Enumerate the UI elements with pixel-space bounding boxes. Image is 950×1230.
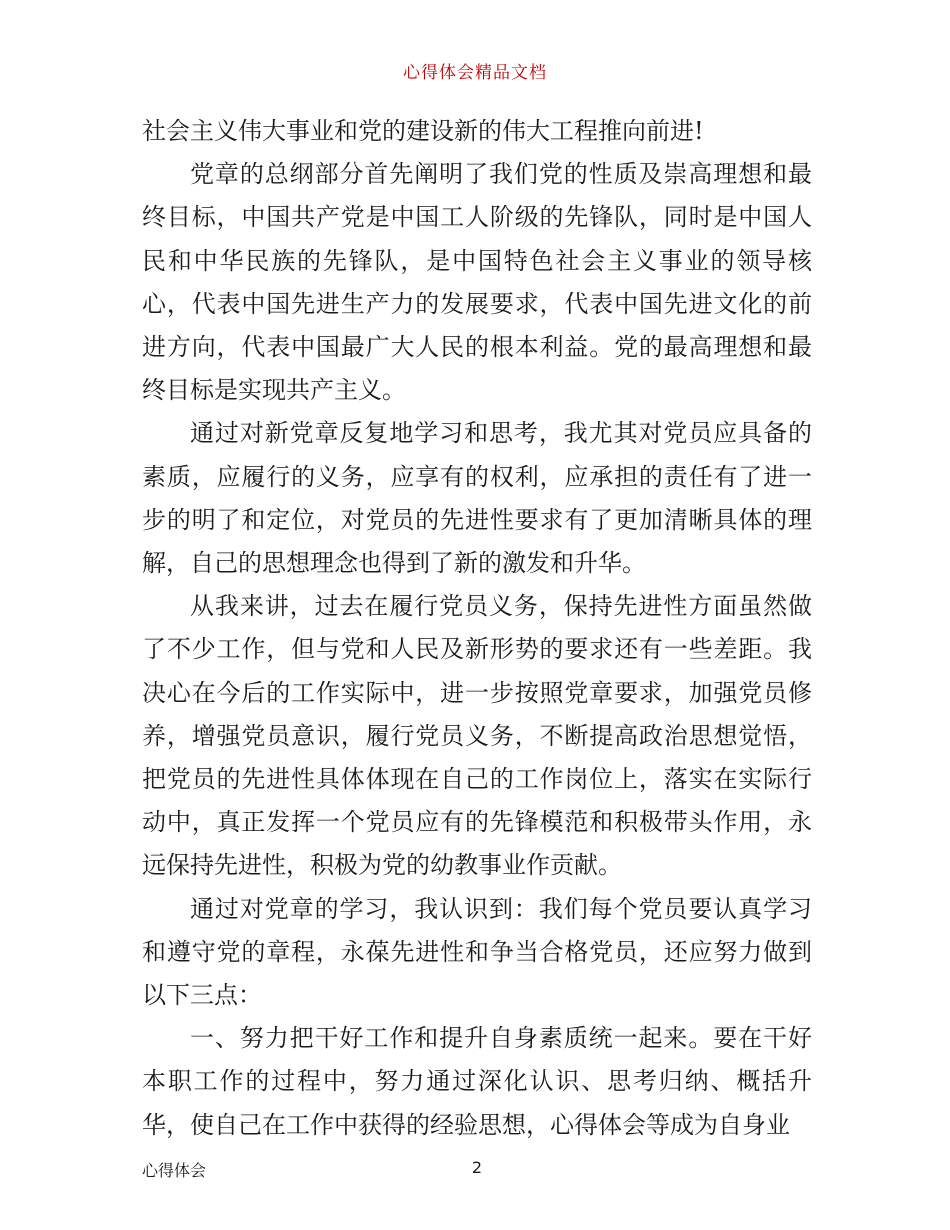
- paragraph: 通过对党章的学习，我认识到：我们每个党员要认真学习和遵守党的章程，永葆先进性和争当合格党员，还应努力做到以下三点：: [142, 894, 812, 1010]
- page-header-title: 心得体会精品文档: [403, 63, 547, 83]
- document-body: [142, 110, 812, 1147]
- page-number: 2: [471, 1158, 483, 1177]
- footer-label: 心得体会: [142, 1161, 207, 1180]
- paragraph: 通过对新党章反复地学习和思考，我尤其对党员应具备的素质，应履行的义务，应享有的权利，应承担的责任有了进一步的明了和定位，对党员的先进性要求有了更加清晰具体的理解，自己的思想理念也得到了新的激发和升华。: [142, 419, 812, 578]
- paragraph: 一、努力把干好工作和提升自身素质统一起来。要在干好本职工作的过程中，努力通过深化认识、思考归纳、概括升华，使自己在工作中获得的经验思想，心得体会等成为自身业: [142, 1024, 812, 1139]
- paragraph: 党章的总纲部分首先阐明了我们党的性质及崇高理想和最终目标，中国共产党是中国工人阶级的先锋队，同时是中国人民和中华民族的先锋队，是中国特色社会主义事业的领导核心，代表中国先进生产力的发展要求，代表中国先进文化的前进方向，代表中国最广大人民的根本利益。党的最高理想和最终目标是实现共产主义。: [142, 160, 812, 405]
- paragraph: 从我来讲，过去在履行党员义务，保持先进性方面虽然做了不少工作，但与党和人民及新形势的要求还有一些差距。我决心在今后的工作实际中，进一步按照党章要求，加强党员修养，增强党员意识，履行党员义务，不断提高政治思想觉悟，把党员的先进性具体体现在自己的工作岗位上，落实在实际行动中，真正发挥一个党员应有的先锋模范和积极带头作用，永远保持先进性，积极为党的幼教事业作贡献。: [142, 592, 812, 880]
- paragraph-continuation: 社会主义伟大事业和党的建设新的伟大工程推向前进!: [142, 117, 704, 145]
